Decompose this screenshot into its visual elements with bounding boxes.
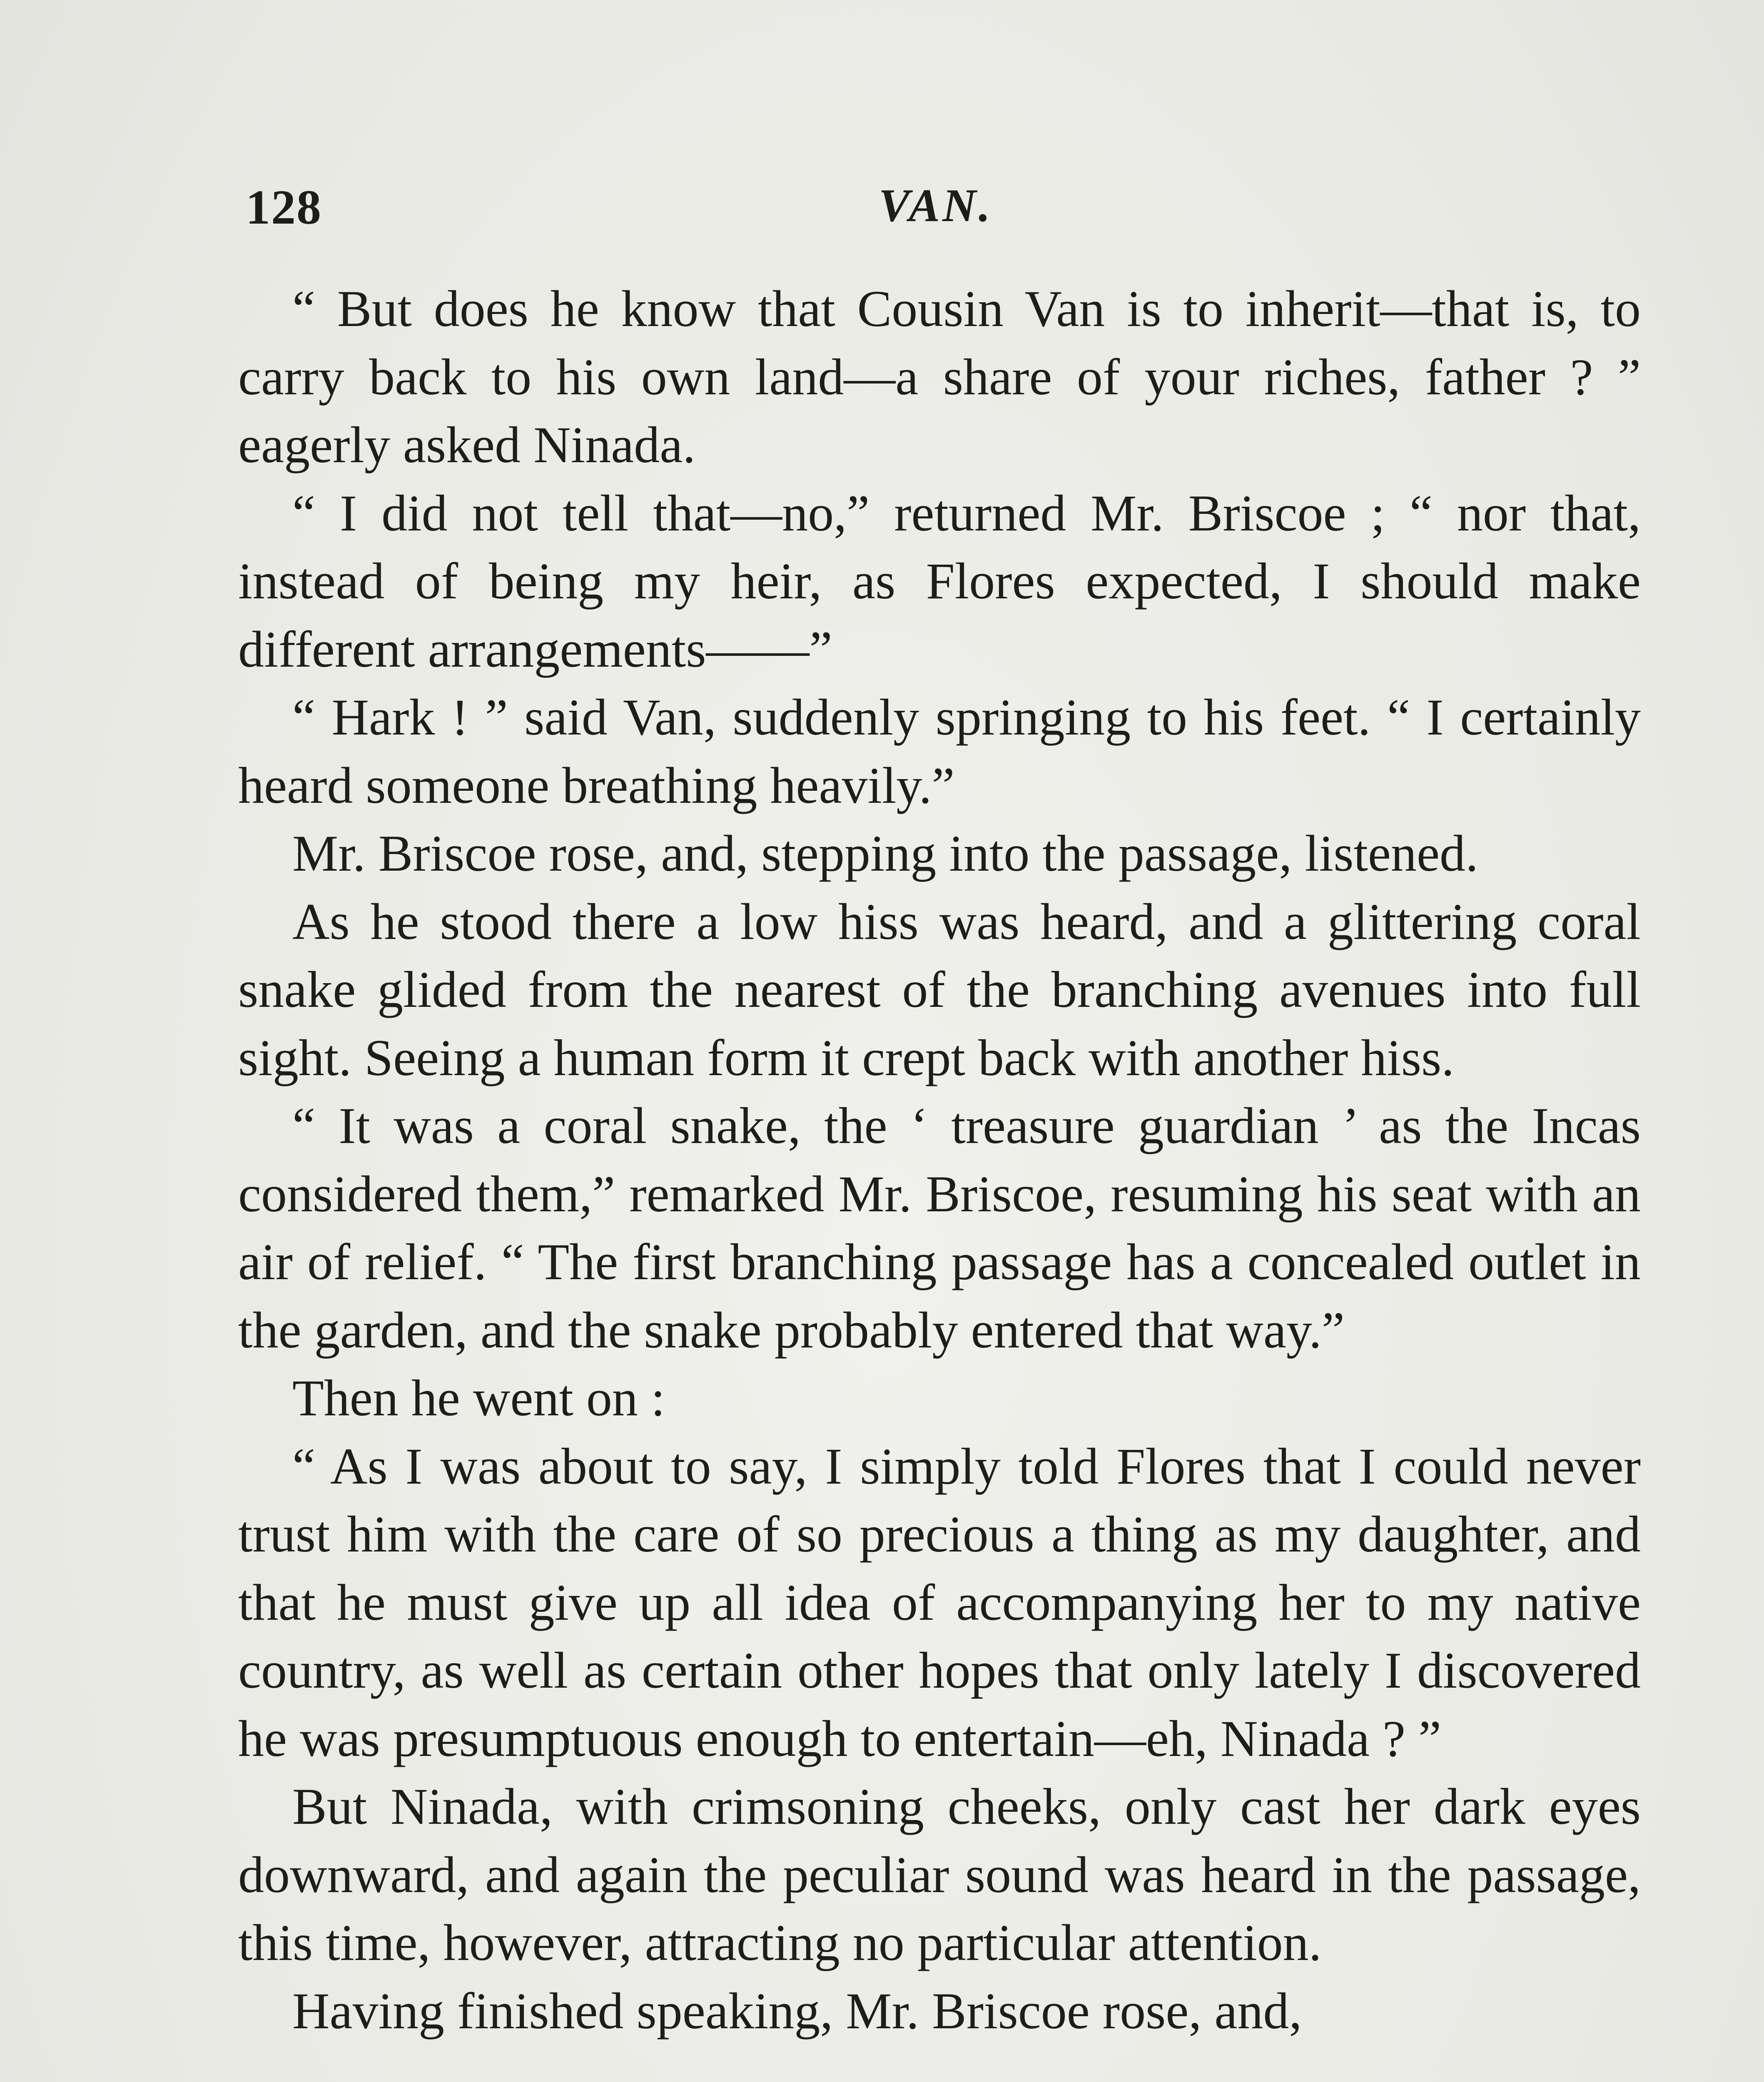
paragraph: Then he went on : [292,1370,665,1427]
body-text [238,275,1641,2045]
paragraph: “ I did not tell that—no,” returned Mr. Briscoe ; “ nor that, instead of being my heir, as Flores expected, I should make different arrangements——” [238,484,1641,678]
paragraph: “ As I was about to say, I simply told Flores that I could never trust him with the care of so precious a thing as my daughter, and that he must give up all idea of accompanying her to my native country, as well as certain other hopes that only lately I discovered he was presumptuous enough to entertain—eh, Ninada ? ” [238,1437,1641,1767]
paragraph: “ Hark ! ” said Van, suddenly springing to his feet. “ I certainly heard someone breathing heavily.” [238,689,1641,814]
paragraph: “ But does he know that Cousin Van is to inherit—that is, to carry back to his own land—a share of your riches, father ? ” eagerly asked Ninada. [238,280,1641,473]
page-header [246,179,1641,242]
paragraph: Mr. Briscoe rose, and, stepping into the passage, listened. [292,825,1479,882]
paragraph: “ It was a coral snake, the ‘ treasure guardian ’ as the Incas considered them,” remarked Mr. Briscoe, resuming his seat with an air of relief. “ The first branching passage has a concealed outlet in the garden, and the snake probably entered that way.” [238,1097,1641,1359]
paragraph: Having finished speaking, Mr. Briscoe rose, and, [292,1982,1302,2040]
running-title: VAN. [879,180,993,232]
paragraph: As he stood there a low hiss was heard, and a glittering coral snake glided from the nearest of the branching avenues into full sight. Seeing a human form it crept back with another hiss. [238,893,1641,1086]
page-number: 128 [246,180,322,234]
paragraph: But Ninada, with crimsoning cheeks, only cast her dark eyes downward, and again the peculiar sound was heard in the passage, this time, however, attracting no particular attention. [238,1778,1641,1971]
